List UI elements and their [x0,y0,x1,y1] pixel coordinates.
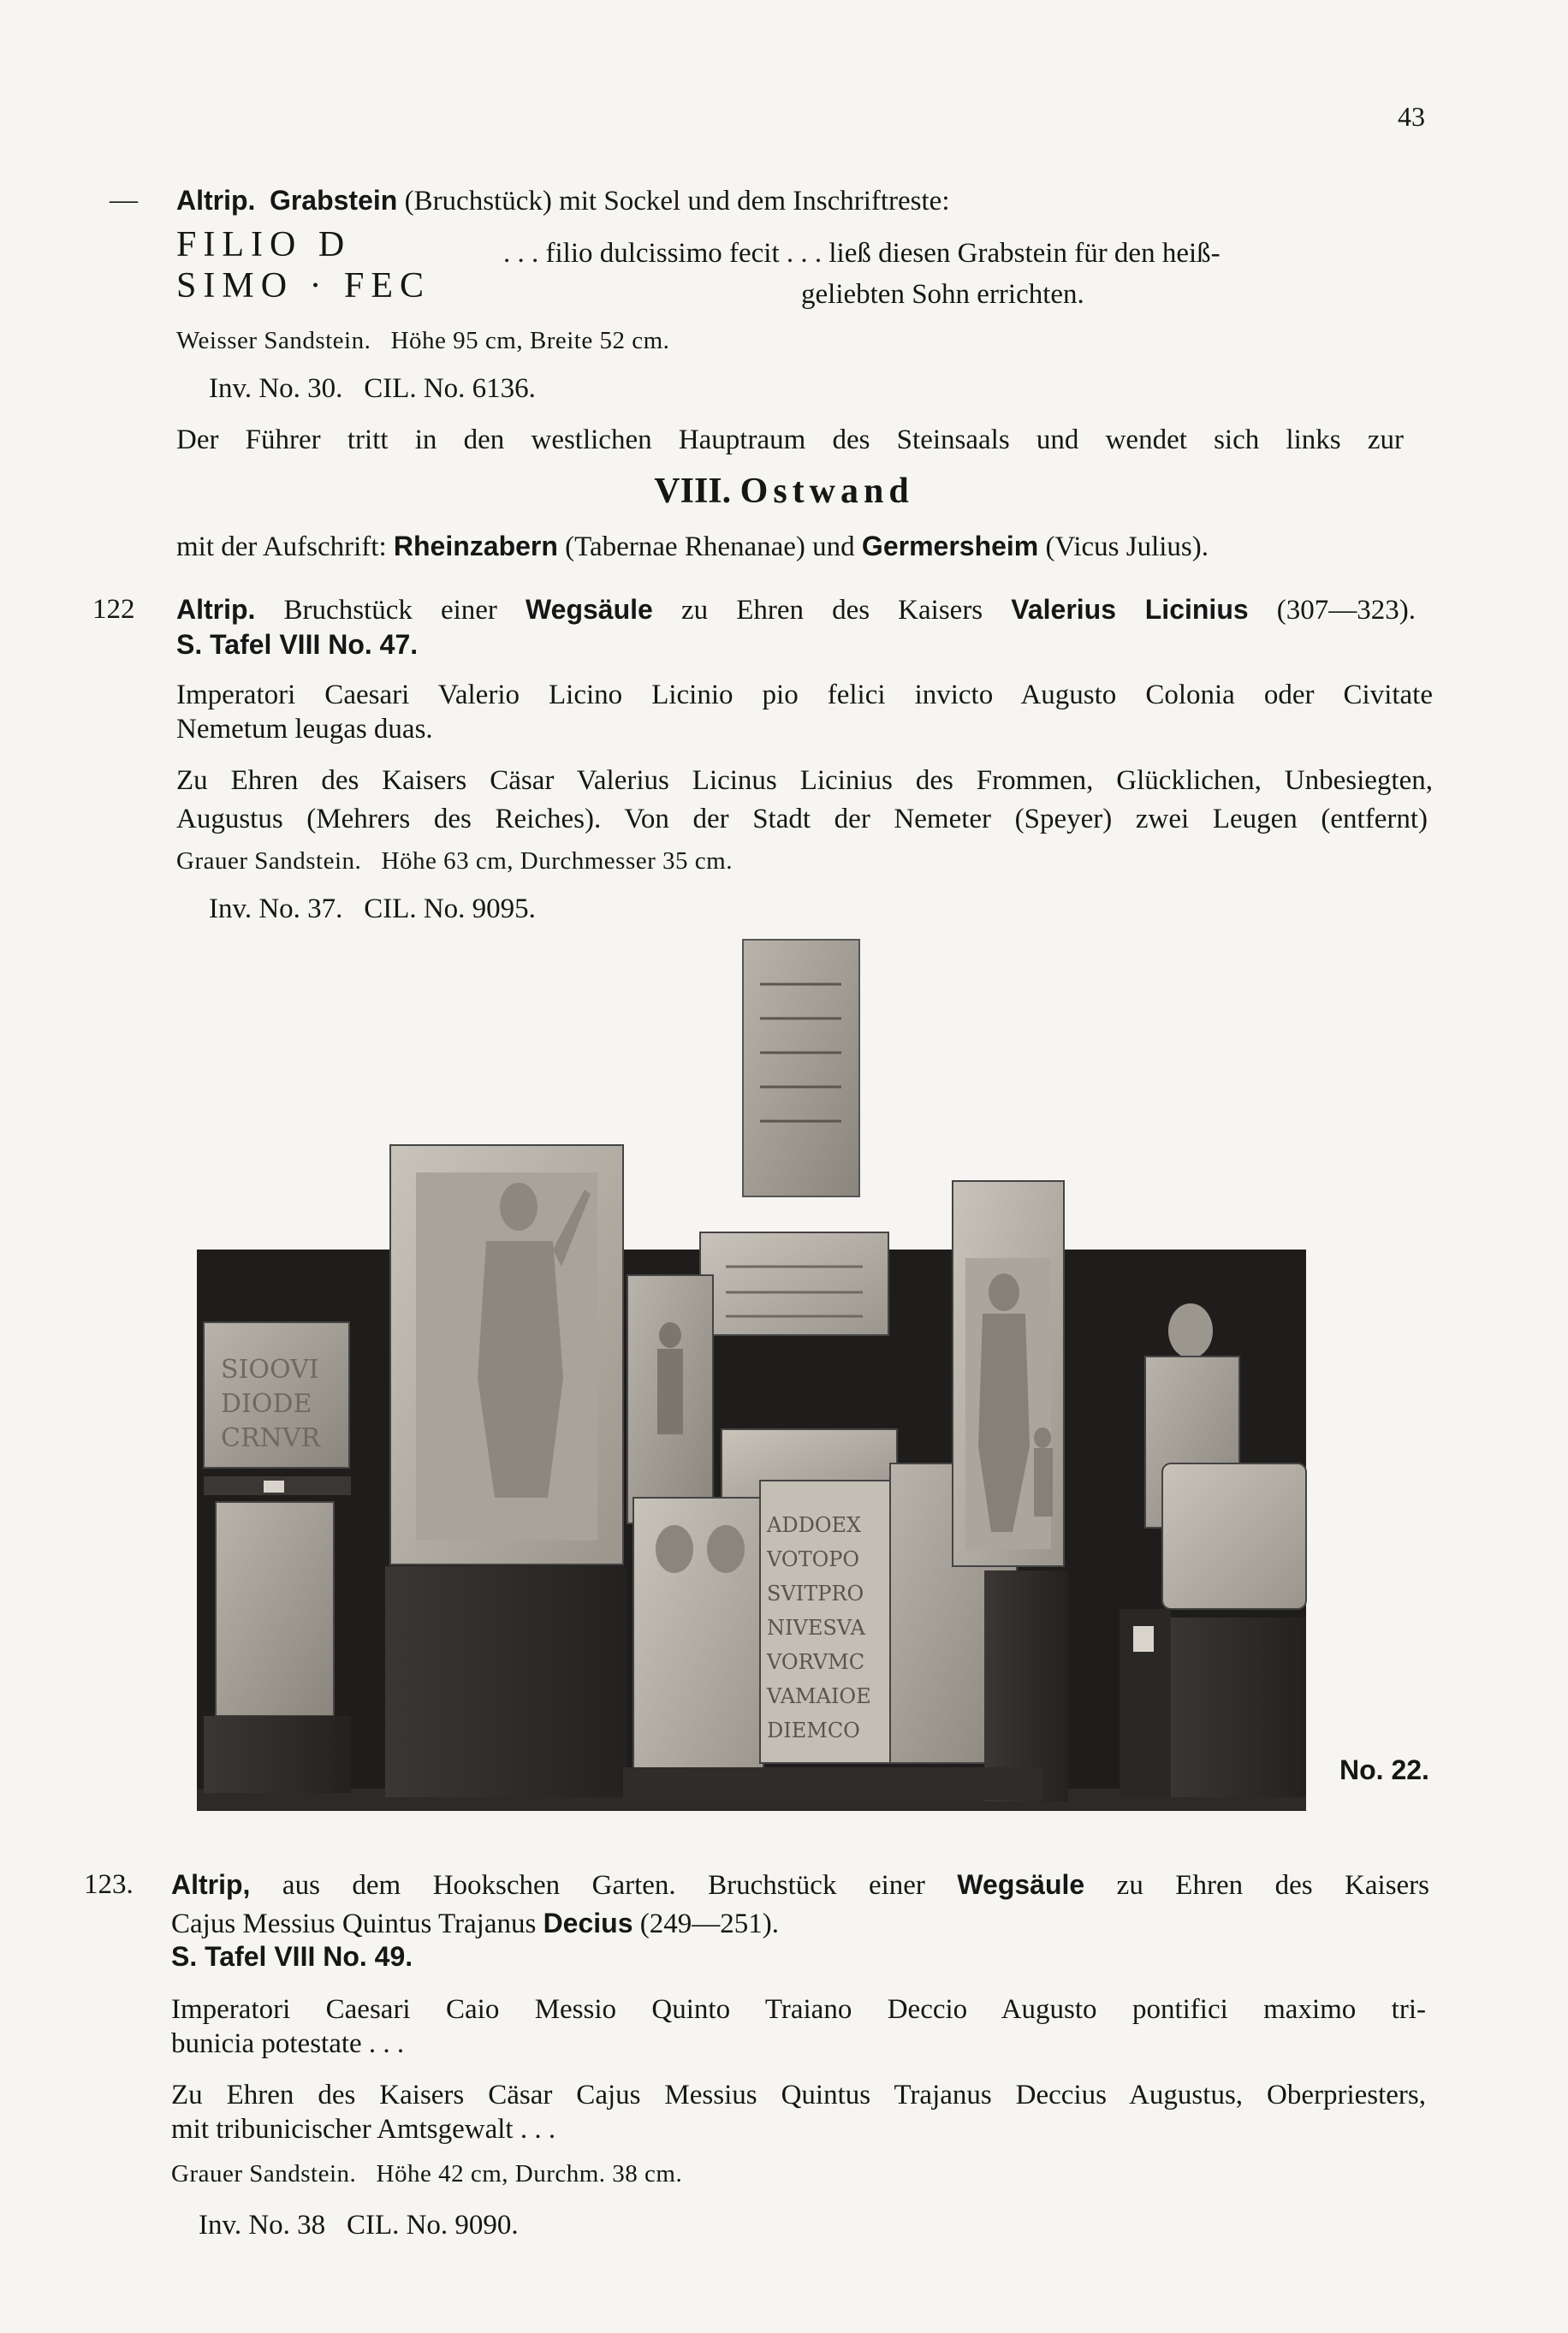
museum-photo [195,933,1308,1814]
section-subtitle [176,527,1209,566]
entry-123-t1: aus dem Hookschen Garten. Bruchstück einer [282,1870,925,1901]
stone-top-slab [743,940,859,1196]
altar-inscription-6: VAMAIOE [767,1684,871,1708]
entry-123-t2: zu Ehren des Kaisers [1116,1870,1430,1901]
section-numeral: VIII. [654,472,732,511]
svg-text:CRNVR: CRNVR [221,1423,321,1453]
inscription-line-1: FILIO D [176,225,352,264]
entry-prev-inv: Inv. No. 30. [209,373,343,404]
entry-prev-type: Grabstein [269,185,398,216]
entry-prev-inv-cil [209,370,536,407]
section-sub-bold1: Rheinzabern [393,531,558,561]
entry-122-german-1: Zu Ehren des Kaisers Cäsar Valerius Licinus Licinius des Frommen, Glücklichen, Unbesiegten, [176,765,1433,796]
entry-122-material: Grauer Sandstein. [176,847,362,875]
stone-left-lower [216,1502,334,1716]
entry-123-header [171,1866,1429,1904]
entry-123-cil: CIL. No. 9090. [346,2210,519,2241]
altar-inscription-4: NIVESVA [767,1616,865,1640]
entry-123-german-1: Zu Ehren des Kaisers Cäsar Cajus Messius Quintus Trajanus Deccius Augustus, Oberpriesters, [171,2080,1426,2110]
altar-inscription-5: VORVMC [767,1650,865,1674]
plinth-right [1164,1618,1306,1797]
section-sub-end: (Vicus Julius). [1045,531,1209,562]
base-platform [623,1767,1042,1800]
entry-123-latin-1: Imperatori Caesari Caio Messio Quinto Traiano Deccio Augusto pontifici maximo tri- [171,1994,1426,2025]
entry-122-header [176,591,1416,629]
entry-123-german-2: mit tribunicischer Amtsgewalt . . . [171,2114,556,2145]
section-heading [0,471,1568,512]
label-tag-left [264,1481,284,1493]
entry-122-t2: zu Ehren des Kaisers [680,595,983,626]
stone-middle-slab [700,1232,888,1335]
entry-123-line2-a: Cajus Messius Quintus Trajanus [171,1909,537,1939]
svg-text:DIODE: DIODE [221,1389,312,1419]
entry-122-inv-cil [209,890,536,928]
entry-122-material-dims [176,847,733,876]
inscription-line-2: SIMO · FEC [176,266,431,306]
altar-inscription-7: DIEMCO [767,1719,860,1742]
entry-122-german-2: Augustus (Mehrers des Reiches). Von der Stadt der Nemeter (Speyer) zwei Leugen (entfernt) [176,804,1428,834]
altar-inscription-2: VOTOPO [767,1547,860,1571]
section-sub-prefix: mit der Aufschrift: [176,531,387,562]
altar-inscription: ADDOEX [767,1513,862,1537]
entry-122-t3: (307—323). [1276,595,1417,626]
plinth-left [204,1716,351,1793]
entry-123-material-dims [171,2160,682,2188]
entry-122-latin-2: Nemetum leugas duas. [176,714,433,745]
section-sub-mid: (Tabernae Rhenanae) und [565,531,855,562]
section-sub-bold2: Germersheim [861,531,1039,561]
entry-prev-rest: (Bruchstück) mit Sockel und dem Inschriftreste: [404,186,950,217]
entry-122-tafel: S. Tafel VIII No. 47. [176,629,419,660]
guide-text: Der Führer tritt in den westlichen Hauptraum des Steinsaals und wendet sich links zur [176,424,1404,455]
entry-122-cil: CIL. No. 9095. [364,893,536,924]
entry-123-inv-cil [199,2206,519,2244]
entry-123-latin-2: bunicia potestate . . . [171,2028,405,2059]
plinth-soldier [385,1566,627,1797]
entry-122-place: Altrip. [176,594,256,625]
entry-123-tafel: S. Tafel VIII No. 49. [171,1941,413,1972]
entry-122-t1: Bruchstück einer [283,595,497,626]
entry-prev-material-dims [176,327,669,355]
label-tag-right [1133,1626,1154,1652]
stone-twin-busts [633,1498,763,1789]
entry-122-b2: Valerius Licinius [1011,594,1249,625]
translation-line-2: geliebten Sohn errichten. [801,279,1084,310]
entry-123-dims: Höhe 42 cm, Durchm. 38 cm. [376,2160,683,2188]
entry-123-place: Altrip, [171,1869,251,1900]
entry-prev-material: Weisser Sandstein. [176,327,371,354]
entry-122-dims: Höhe 63 cm, Durchmesser 35 cm. [381,847,733,875]
entry-prev-header [176,181,950,220]
plinth-right-middle [984,1570,1068,1802]
entry-123-line2 [171,1904,779,1943]
drum-right [1162,1463,1306,1609]
small-warrior-figure [657,1322,683,1434]
entry-123-inv: Inv. No. 38 [199,2210,326,2241]
entry-prev-place: Altrip. [176,185,256,216]
entry-123-line2-c: (249—251). [639,1909,779,1939]
entry-123-number: 123. [84,1869,134,1900]
page-number: 43 [1398,101,1425,132]
entry-prev-cil: CIL. No. 6136. [364,373,536,404]
entry-122-latin-1: Imperatori Caesari Valerio Licino Licinio pio felici invicto Augusto Colonia oder Civitate [176,680,1433,710]
entry-122-inv: Inv. No. 37. [209,893,343,924]
entry-122-number: 122 [92,594,135,625]
altar-inscription-3: SVITPRO [767,1582,864,1606]
bust-right-head [1168,1303,1213,1358]
entry-123-b1: Wegsäule [957,1869,1085,1900]
section-title: Ostwand [739,472,914,511]
entry-prev-dims: Höhe 95 cm, Breite 52 cm. [390,327,670,354]
stone-left-letters [221,1355,321,1453]
svg-text:SIOOVI: SIOOVI [221,1355,319,1385]
photo-caption: No. 22. [1339,1754,1429,1785]
entry-123-material: Grauer Sandstein. [171,2160,357,2188]
entry-122-b1: Wegsäule [526,594,653,625]
entry-dash: — [110,185,138,216]
entry-123-line2-b: Decius [543,1908,633,1938]
translation-line-1: . . . filio dulcissimo fecit . . . ließ diesen Grabstein für den heiß- [503,238,1221,269]
